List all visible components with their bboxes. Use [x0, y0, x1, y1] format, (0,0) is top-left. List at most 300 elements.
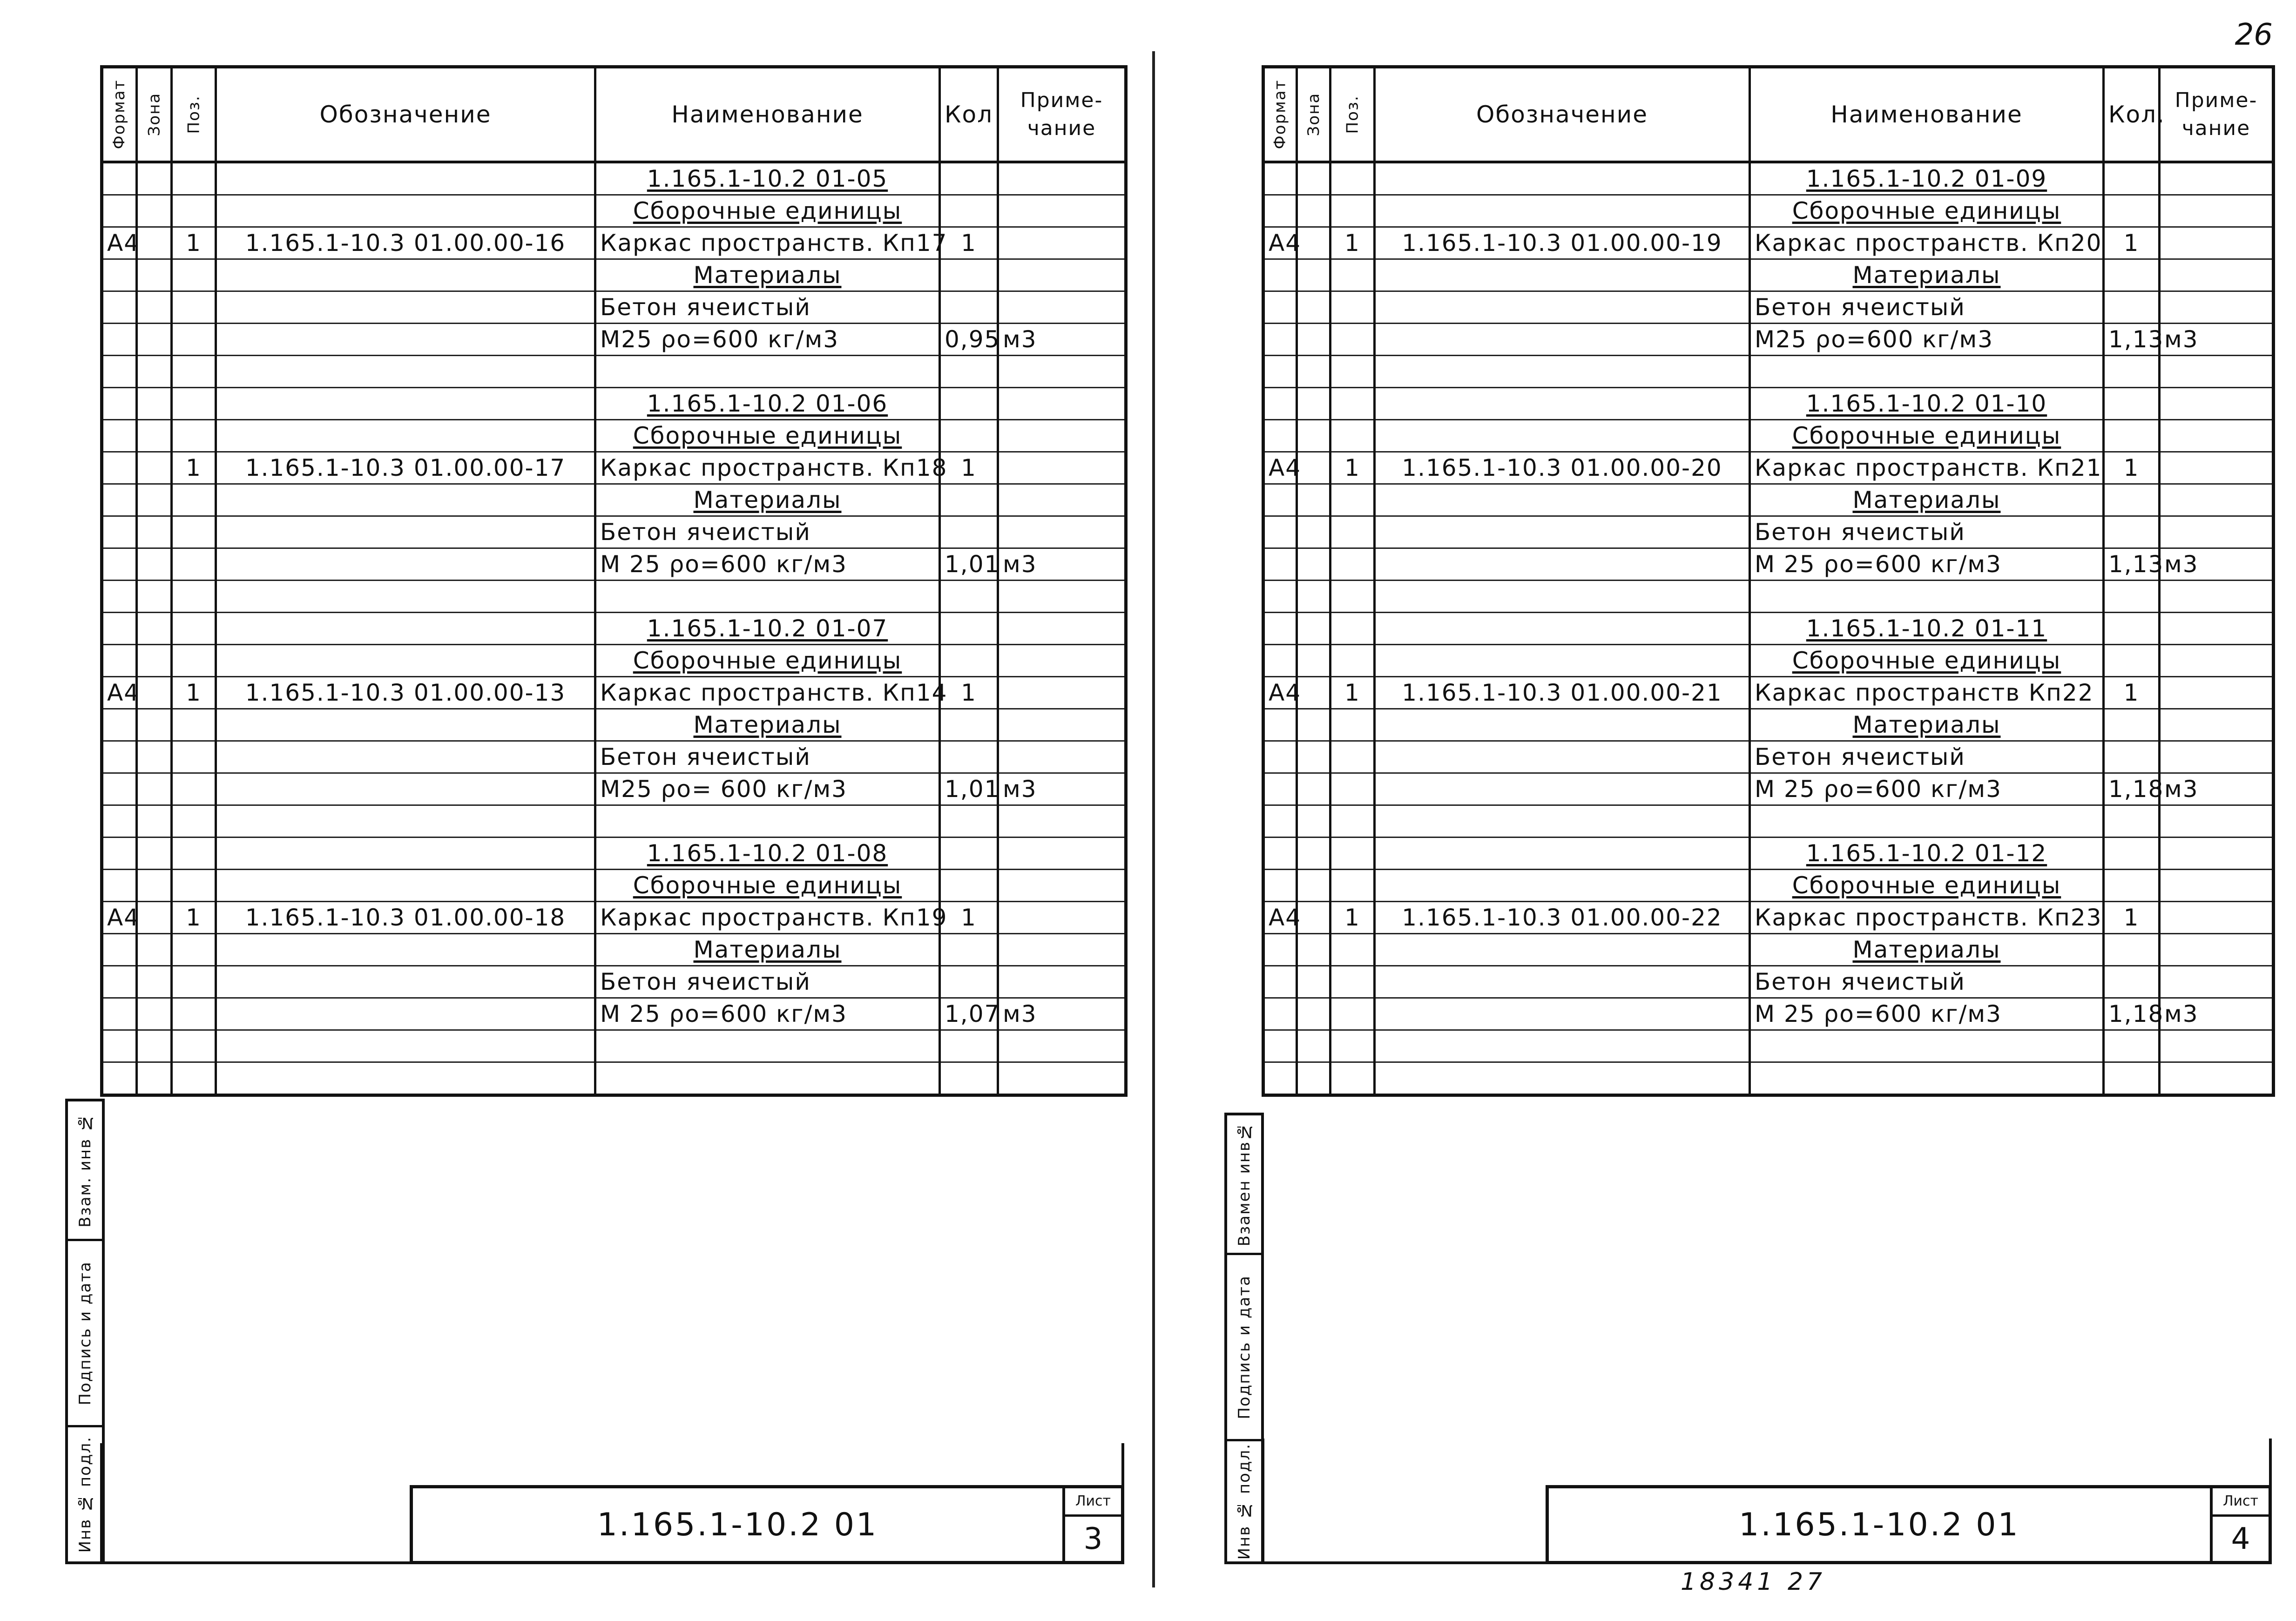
- pos-cell: [172, 1030, 216, 1062]
- name-cell: Каркас пространств. Кп14: [595, 677, 940, 709]
- name-cell: 1.165.1-10.2 01-12: [1750, 838, 2104, 870]
- name-cell: 1.165.1-10.2 01-05: [595, 162, 940, 195]
- name-cell: [595, 356, 940, 388]
- note-cell: м3: [2160, 773, 2274, 805]
- table-row: [1263, 516, 2274, 548]
- table-row: [102, 1062, 1126, 1095]
- sheet-number: 4: [2231, 1521, 2250, 1556]
- format-cell: [102, 291, 137, 324]
- qty-cell: [2104, 934, 2160, 966]
- pos-cell: [1330, 195, 1375, 227]
- pos-cell: [172, 870, 216, 902]
- format-cell: [102, 195, 137, 227]
- qty-cell: [2104, 484, 2160, 516]
- table-row: [1263, 677, 2274, 709]
- pos-cell: [172, 324, 216, 356]
- header-pos: Поз.: [172, 67, 216, 162]
- title-block-left: [410, 1485, 1124, 1564]
- zone-cell: [1297, 805, 1330, 838]
- side-cell-podpis: [68, 1241, 102, 1427]
- name-cell: Сборочные единицы: [595, 195, 940, 227]
- qty-cell: [940, 805, 998, 838]
- header-name: Наименование: [595, 67, 940, 162]
- zone-cell: [1297, 452, 1330, 484]
- designation-cell: 1.165.1-10.3 01.00.00-16: [216, 227, 595, 259]
- note-cell: [2160, 966, 2274, 998]
- format-cell: [102, 645, 137, 677]
- table-row: [102, 162, 1126, 195]
- name-cell: [595, 1062, 940, 1095]
- designation-cell: 1.165.1-10.3 01.00.00-17: [216, 452, 595, 484]
- header-qty: Кол.: [2104, 67, 2160, 162]
- zone-cell: [1297, 420, 1330, 452]
- qty-cell: [940, 484, 998, 516]
- pos-cell: [1330, 870, 1375, 902]
- note-cell: [998, 484, 1126, 516]
- pos-cell: [1330, 516, 1375, 548]
- note-cell: [998, 805, 1126, 838]
- pos-cell: 1: [172, 227, 216, 259]
- qty-cell: [2104, 966, 2160, 998]
- format-cell: [102, 870, 137, 902]
- note-cell: [998, 1062, 1126, 1095]
- pos-cell: [172, 195, 216, 227]
- qty-cell: [940, 613, 998, 645]
- zone-cell: [1297, 645, 1330, 677]
- note-cell: [998, 227, 1126, 259]
- zone-cell: [137, 388, 172, 420]
- name-cell: Каркас пространств. Кп21: [1750, 452, 2104, 484]
- designation-cell: [1375, 324, 1750, 356]
- table-row: [102, 805, 1126, 838]
- designation-cell: [1375, 870, 1750, 902]
- format-cell: [102, 356, 137, 388]
- note-cell: [998, 870, 1126, 902]
- qty-cell: [2104, 195, 2160, 227]
- format-cell: [102, 388, 137, 420]
- designation-cell: [216, 741, 595, 773]
- zone-cell: [1297, 162, 1330, 195]
- designation-cell: 1.165.1-10.3 01.00.00-19: [1375, 227, 1750, 259]
- table-row: [102, 709, 1126, 741]
- designation-cell: [216, 581, 595, 613]
- table-row: [1263, 227, 2274, 259]
- name-cell: 1.165.1-10.2 01-10: [1750, 388, 2104, 420]
- format-cell: А4: [102, 902, 137, 934]
- zone-cell: [137, 805, 172, 838]
- pos-cell: [1330, 291, 1375, 324]
- qty-cell: [2104, 805, 2160, 838]
- table-row: [102, 645, 1126, 677]
- zone-cell: [1297, 838, 1330, 870]
- pos-cell: [172, 291, 216, 324]
- pos-cell: [172, 259, 216, 291]
- qty-cell: 1: [940, 227, 998, 259]
- format-cell: [1263, 484, 1297, 516]
- note-cell: [2160, 420, 2274, 452]
- name-cell: М25 ρo= 600 кг/м3: [595, 773, 940, 805]
- format-cell: [1263, 741, 1297, 773]
- note-cell: [998, 420, 1126, 452]
- zone-cell: [137, 902, 172, 934]
- pos-cell: [1330, 998, 1375, 1030]
- pos-cell: [1330, 741, 1375, 773]
- table-row: [102, 966, 1126, 998]
- format-cell: [102, 966, 137, 998]
- table-row: [102, 613, 1126, 645]
- note-cell: [998, 291, 1126, 324]
- format-cell: [102, 998, 137, 1030]
- qty-cell: 1,01: [940, 773, 998, 805]
- zone-cell: [137, 966, 172, 998]
- qty-cell: [2104, 259, 2160, 291]
- table-row: [102, 934, 1126, 966]
- table-row: [102, 902, 1126, 934]
- format-cell: [1263, 259, 1297, 291]
- title-block-sheet: [1065, 1488, 1121, 1561]
- pos-cell: [172, 613, 216, 645]
- zone-cell: [137, 838, 172, 870]
- format-cell: [102, 741, 137, 773]
- note-cell: м3: [998, 773, 1126, 805]
- qty-cell: [940, 1062, 998, 1095]
- zone-cell: [1297, 902, 1330, 934]
- designation-cell: [1375, 388, 1750, 420]
- designation-cell: [216, 1030, 595, 1062]
- qty-cell: 1,07: [940, 998, 998, 1030]
- qty-cell: [940, 934, 998, 966]
- name-cell: Материалы: [595, 709, 940, 741]
- name-cell: Бетон ячеистый: [1750, 966, 2104, 998]
- note-cell: [2160, 805, 2274, 838]
- table-row: [1263, 324, 2274, 356]
- table-row: [1263, 452, 2274, 484]
- note-cell: [998, 966, 1126, 998]
- format-cell: [102, 934, 137, 966]
- table-row: [102, 227, 1126, 259]
- format-cell: [1263, 838, 1297, 870]
- designation-cell: [1375, 291, 1750, 324]
- designation-cell: 1.165.1-10.3 01.00.00-20: [1375, 452, 1750, 484]
- name-cell: М 25 ρo=600 кг/м3: [1750, 548, 2104, 581]
- zone-cell: [1297, 741, 1330, 773]
- name-cell: 1.165.1-10.2 01-11: [1750, 613, 2104, 645]
- pos-cell: [1330, 838, 1375, 870]
- side-label-podpis: Подпись и дата: [75, 1261, 95, 1405]
- pos-cell: [1330, 162, 1375, 195]
- zone-cell: [1297, 227, 1330, 259]
- designation-cell: [216, 516, 595, 548]
- name-cell: 1.165.1-10.2 01-08: [595, 838, 940, 870]
- designation-cell: [1375, 548, 1750, 581]
- note-cell: [2160, 902, 2274, 934]
- pos-cell: [1330, 773, 1375, 805]
- pos-cell: 1: [172, 902, 216, 934]
- name-cell: Сборочные единицы: [1750, 645, 2104, 677]
- format-cell: А4: [1263, 227, 1297, 259]
- name-cell: Сборочные единицы: [1750, 420, 2104, 452]
- note-cell: [998, 259, 1126, 291]
- format-cell: [102, 613, 137, 645]
- designation-cell: [1375, 805, 1750, 838]
- table-row: [102, 838, 1126, 870]
- zone-cell: [1297, 581, 1330, 613]
- zone-cell: [137, 741, 172, 773]
- format-cell: [1263, 388, 1297, 420]
- spec-header-row: [102, 67, 1126, 162]
- note-cell: [2160, 934, 2274, 966]
- designation-cell: [1375, 420, 1750, 452]
- pos-cell: [1330, 966, 1375, 998]
- designation-cell: [1375, 741, 1750, 773]
- format-cell: [102, 420, 137, 452]
- note-cell: [2160, 613, 2274, 645]
- header-zone: Зона: [137, 67, 172, 162]
- designation-cell: [1375, 1062, 1750, 1095]
- format-cell: [102, 1062, 137, 1095]
- pos-cell: [172, 998, 216, 1030]
- zone-cell: [137, 356, 172, 388]
- format-cell: А4: [102, 227, 137, 259]
- designation-cell: [1375, 356, 1750, 388]
- title-block-right: [1546, 1485, 2272, 1564]
- note-cell: [998, 741, 1126, 773]
- designation-cell: [1375, 259, 1750, 291]
- name-cell: Каркас пространств. Кп17: [595, 227, 940, 259]
- qty-cell: [2104, 388, 2160, 420]
- qty-cell: [2104, 870, 2160, 902]
- name-cell: Сборочные единицы: [1750, 195, 2104, 227]
- note-cell: [998, 516, 1126, 548]
- table-row: [1263, 966, 2274, 998]
- pos-cell: [172, 581, 216, 613]
- note-cell: [2160, 870, 2274, 902]
- zone-cell: [137, 870, 172, 902]
- pos-cell: [1330, 548, 1375, 581]
- corner-page-number: 26: [2235, 18, 2273, 52]
- note-cell: [2160, 388, 2274, 420]
- qty-cell: [2104, 709, 2160, 741]
- header-designation: Обозначение: [1375, 67, 1750, 162]
- pos-cell: 1: [1330, 677, 1375, 709]
- qty-cell: [2104, 1030, 2160, 1062]
- format-cell: А4: [1263, 452, 1297, 484]
- sheet-number: 3: [1083, 1521, 1103, 1556]
- name-cell: Сборочные единицы: [1750, 870, 2104, 902]
- qty-cell: [940, 356, 998, 388]
- pos-cell: [172, 838, 216, 870]
- note-cell: [998, 677, 1126, 709]
- designation-cell: [216, 1062, 595, 1095]
- designation-cell: [216, 934, 595, 966]
- zone-cell: [1297, 677, 1330, 709]
- note-cell: [2160, 195, 2274, 227]
- format-cell: [102, 516, 137, 548]
- qty-cell: 0,95: [940, 324, 998, 356]
- qty-cell: [940, 388, 998, 420]
- spec-body-right: [1263, 162, 2274, 1095]
- note-cell: [998, 709, 1126, 741]
- zone-cell: [137, 613, 172, 645]
- name-cell: [595, 805, 940, 838]
- side-cell-inv: [1227, 1441, 1261, 1561]
- name-cell: Каркас пространств. Кп19: [595, 902, 940, 934]
- format-cell: [1263, 420, 1297, 452]
- note-cell: [2160, 838, 2274, 870]
- zone-cell: [1297, 998, 1330, 1030]
- zone-cell: [1297, 259, 1330, 291]
- name-cell: Материалы: [1750, 934, 2104, 966]
- qty-cell: [2104, 162, 2160, 195]
- table-row: [1263, 420, 2274, 452]
- right-sheet: [1164, 0, 2296, 1621]
- designation-cell: [216, 324, 595, 356]
- note-cell: [998, 934, 1126, 966]
- table-row: [1263, 484, 2274, 516]
- name-cell: Бетон ячеистый: [1750, 291, 2104, 324]
- name-cell: [1750, 356, 2104, 388]
- zone-cell: [137, 1062, 172, 1095]
- zone-cell: [1297, 709, 1330, 741]
- note-cell: [2160, 484, 2274, 516]
- name-cell: 1.165.1-10.2 01-06: [595, 388, 940, 420]
- pos-cell: [172, 162, 216, 195]
- format-cell: [102, 773, 137, 805]
- table-row: [102, 291, 1126, 324]
- name-cell: Сборочные единицы: [595, 645, 940, 677]
- zone-cell: [137, 452, 172, 484]
- designation-cell: [1375, 195, 1750, 227]
- note-cell: [998, 581, 1126, 613]
- qty-cell: [940, 645, 998, 677]
- name-cell: Бетон ячеистый: [595, 516, 940, 548]
- format-cell: [1263, 998, 1297, 1030]
- pos-cell: [1330, 934, 1375, 966]
- note-cell: [998, 902, 1126, 934]
- zone-cell: [137, 998, 172, 1030]
- table-row: [1263, 581, 2274, 613]
- name-cell: М25 ρo=600 кг/м3: [1750, 324, 2104, 356]
- header-pos: Поз.: [1330, 67, 1375, 162]
- designation-cell: [216, 356, 595, 388]
- format-cell: [1263, 645, 1297, 677]
- note-cell: [2160, 581, 2274, 613]
- table-row: [1263, 805, 2274, 838]
- name-cell: Материалы: [1750, 484, 2104, 516]
- table-row: [1263, 259, 2274, 291]
- table-row: [102, 1030, 1126, 1062]
- note-cell: [2160, 709, 2274, 741]
- designation-cell: [216, 709, 595, 741]
- side-label-inv: Инв № подл.: [1235, 1443, 1254, 1560]
- name-cell: Бетон ячеистый: [1750, 741, 2104, 773]
- zone-cell: [137, 934, 172, 966]
- zone-cell: [1297, 1030, 1330, 1062]
- pos-cell: 1: [1330, 452, 1375, 484]
- zone-cell: [137, 677, 172, 709]
- pos-cell: [1330, 805, 1375, 838]
- table-row: [1263, 773, 2274, 805]
- table-row: [102, 998, 1126, 1030]
- name-cell: Материалы: [1750, 259, 2104, 291]
- zone-cell: [137, 291, 172, 324]
- pos-cell: [172, 548, 216, 581]
- qty-cell: 1,13: [2104, 548, 2160, 581]
- spec-header-row: [1263, 67, 2274, 162]
- table-row: [1263, 356, 2274, 388]
- table-row: [102, 581, 1126, 613]
- note-cell: [998, 613, 1126, 645]
- format-cell: [102, 324, 137, 356]
- pos-cell: [1330, 388, 1375, 420]
- format-cell: [1263, 613, 1297, 645]
- qty-cell: [2104, 581, 2160, 613]
- pos-cell: [172, 805, 216, 838]
- pos-cell: 1: [1330, 902, 1375, 934]
- designation-cell: 1.165.1-10.3 01.00.00-18: [216, 902, 595, 934]
- qty-cell: 1,18: [2104, 773, 2160, 805]
- format-cell: [1263, 162, 1297, 195]
- format-cell: [1263, 291, 1297, 324]
- side-strip-left: [65, 1099, 105, 1564]
- format-cell: [102, 484, 137, 516]
- designation-cell: [216, 773, 595, 805]
- table-row: [1263, 645, 2274, 677]
- designation-cell: [216, 838, 595, 870]
- qty-cell: [940, 966, 998, 998]
- qty-cell: [940, 581, 998, 613]
- pos-cell: [172, 773, 216, 805]
- zone-cell: [1297, 1062, 1330, 1095]
- side-label-inv: Инв № подл.: [75, 1436, 95, 1553]
- note-cell: [2160, 516, 2274, 548]
- designation-cell: [216, 162, 595, 195]
- zone-cell: [1297, 548, 1330, 581]
- qty-cell: [940, 259, 998, 291]
- zone-cell: [137, 773, 172, 805]
- qty-cell: [2104, 613, 2160, 645]
- table-row: [102, 259, 1126, 291]
- table-row: [102, 388, 1126, 420]
- pos-cell: [172, 484, 216, 516]
- header-note: Приме-чание: [998, 67, 1126, 162]
- designation-cell: [1375, 709, 1750, 741]
- format-cell: [102, 259, 137, 291]
- pos-cell: [172, 934, 216, 966]
- note-cell: [2160, 452, 2274, 484]
- format-cell: [1263, 773, 1297, 805]
- pos-cell: [1330, 324, 1375, 356]
- name-cell: 1.165.1-10.2 01-09: [1750, 162, 2104, 195]
- note-cell: [998, 645, 1126, 677]
- table-row: [1263, 548, 2274, 581]
- format-cell: А4: [102, 677, 137, 709]
- format-cell: [102, 838, 137, 870]
- pos-cell: 1: [172, 452, 216, 484]
- qty-cell: 1: [2104, 452, 2160, 484]
- name-cell: Сборочные единицы: [595, 420, 940, 452]
- pos-cell: 1: [172, 677, 216, 709]
- zone-cell: [1297, 388, 1330, 420]
- pos-cell: [172, 709, 216, 741]
- note-cell: [998, 838, 1126, 870]
- zone-cell: [1297, 773, 1330, 805]
- name-cell: Бетон ячеистый: [595, 291, 940, 324]
- note-cell: м3: [998, 324, 1126, 356]
- qty-cell: 1,13: [2104, 324, 2160, 356]
- designation-cell: [216, 613, 595, 645]
- pos-cell: [1330, 1030, 1375, 1062]
